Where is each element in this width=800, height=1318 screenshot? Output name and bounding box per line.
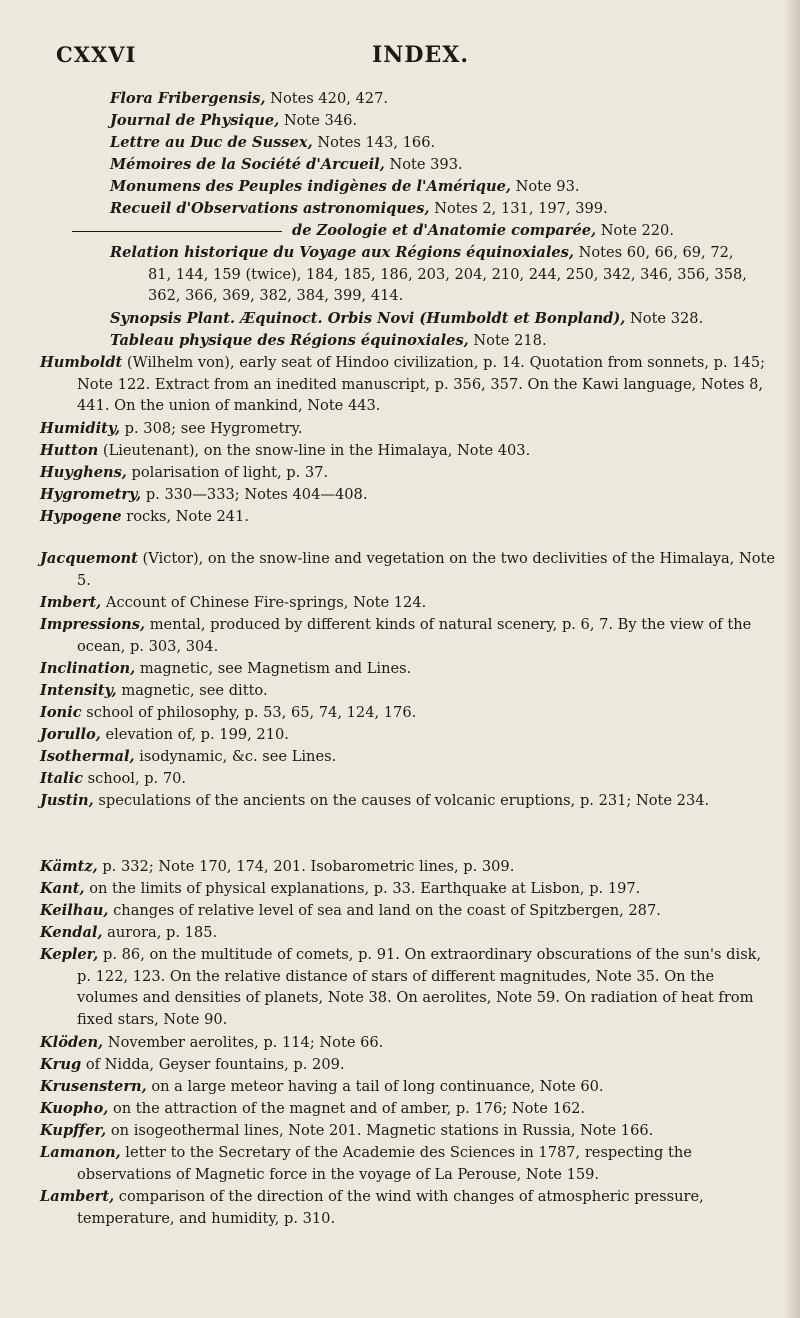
index-entry: Kant, on the limits of physical explanations, p. 33. Earthquake at Lisbon, p. 197.: [40, 880, 641, 897]
index-entry: Kendal, aurora, p. 185.: [40, 924, 218, 941]
index-entry: Tableau physique des Régions équinoxiales, Note 218.: [110, 332, 547, 349]
page-header: [0, 20, 800, 68]
index-entry: Journal de Physique, Note 346.: [110, 112, 358, 129]
index-entry: Humidity, p. 308; see Hygrometry.: [40, 420, 303, 437]
index-entry: Humboldt (Wilhelm von), early seat of Hindoo civilization, p. 14. Quotation from sonnets, p. 145; Note 122. Extract from an inedited manuscript, p. 356, 357. On the Kawi language, Notes 8, 441. On the union of mankind, Note 443.: [40, 354, 766, 415]
index-entry: Hygrometry, p. 330—333; Notes 404—408.: [40, 486, 368, 503]
index-entry: Hutton (Lieutenant), on the snow-line in the Himalaya, Note 403.: [40, 442, 531, 459]
index-entry: Lettre au Duc de Sussex, Notes 143, 166.: [110, 134, 436, 151]
index-entry: Imbert, Account of Chinese Fire-springs, Note 124.: [40, 594, 427, 611]
index-entry: Inclination, magnetic, see Magnetism and Lines.: [40, 660, 412, 677]
index-entry: Jorullo, elevation of, p. 199, 210.: [40, 726, 289, 743]
index-entry: Kämtz, p. 332; Note 170, 174, 201. Isobarometric lines, p. 309.: [40, 858, 515, 875]
page-edge-shadow: [784, 0, 800, 1318]
index-entry: Synopsis Plant. Æquinoct. Orbis Novi (Humboldt et Bonpland), Note 328.: [110, 310, 704, 327]
index-entry: Mémoires de la Société d'Arcueil, Note 393.: [110, 156, 463, 173]
index-entry: Relation historique du Voyage aux Régions équinoxiales, Notes 60, 66, 69, 72, 81, 144, 159 (twice), 184, 185, 186, 203, 204, 210, 244, 250, 342, 346, 356, 358, 362, 366, 369, 382, 384, 399, 414.: [110, 244, 747, 305]
index-entry: Impressions, mental, produced by different kinds of natural scenery, p. 6, 7. By the view of the ocean, p. 303, 304.: [40, 616, 752, 655]
index-entry: Kuopho, on the attraction of the magnet and of amber, p. 176; Note 162.: [40, 1100, 586, 1117]
page-number: CXXVI: [56, 42, 137, 67]
index-entry: Krug of Nidda, Geyser fountains, p. 209.: [40, 1056, 345, 1073]
index-entry: Lambert, comparison of the direction of the wind with changes of atmospheric pressure, temperature, and humidity, p. 310.: [40, 1188, 704, 1227]
index-entry: Lamanon, letter to the Secretary of the Academie des Sciences in 1787, respecting the observations of Magnetic force in the voyage of La Perouse, Note 159.: [40, 1144, 692, 1183]
index-entry: de Zoologie et d'Anatomie comparée, Note 220.: [72, 220, 762, 242]
index-entry: Intensity, magnetic, see ditto.: [40, 682, 268, 699]
index-entry: Keilhau, changes of relative level of sea and land on the coast of Spitzbergen, 287.: [40, 902, 661, 919]
index-entry: Italic school, p. 70.: [40, 770, 187, 787]
index-entry: Justin, speculations of the ancients on the causes of volcanic eruptions, p. 231; Note 234.: [40, 792, 710, 809]
running-title: INDEX.: [372, 42, 469, 68]
index-entry: Jacquemont (Victor), on the snow-line and vegetation on the two declivities of the Himalaya, Note 5.: [40, 550, 776, 589]
index-entry: Huyghens, polarisation of light, p. 37.: [40, 464, 329, 481]
index-entry: Kupffer, on isogeothermal lines, Note 201. Magnetic stations in Russia, Note 166.: [40, 1122, 654, 1139]
index-entry: Flora Fribergensis, Notes 420, 427.: [110, 90, 388, 107]
index-entry: Hypogene rocks, Note 241.: [40, 508, 249, 525]
index-entry: Krusenstern, on a large meteor having a tail of long continuance, Note 60.: [40, 1078, 604, 1095]
index-entry: Isothermal, isodynamic, &c. see Lines.: [40, 748, 337, 765]
index-entry: Monumens des Peuples indigènes de l'Amérique, Note 93.: [110, 178, 580, 195]
index-entry: Klöden, November aerolites, p. 114; Note 66.: [40, 1034, 384, 1051]
ditto-rule: [72, 231, 282, 232]
index-entry: Ionic school of philosophy, p. 53, 65, 74, 124, 176.: [40, 704, 417, 721]
index-entry: Recueil d'Observations astronomiques, Notes 2, 131, 197, 399.: [110, 200, 608, 217]
index-entry: Kepler, p. 86, on the multitude of comets, p. 91. On extraordinary obscurations of the sun's disk, p. 122, 123. On the relative distance of stars of different magnitudes, Note 35. On the volumes and densities of planets, Note 38. On aerolites, Note 59. On radiation of heat from fixed stars, Note 90.: [40, 946, 762, 1028]
